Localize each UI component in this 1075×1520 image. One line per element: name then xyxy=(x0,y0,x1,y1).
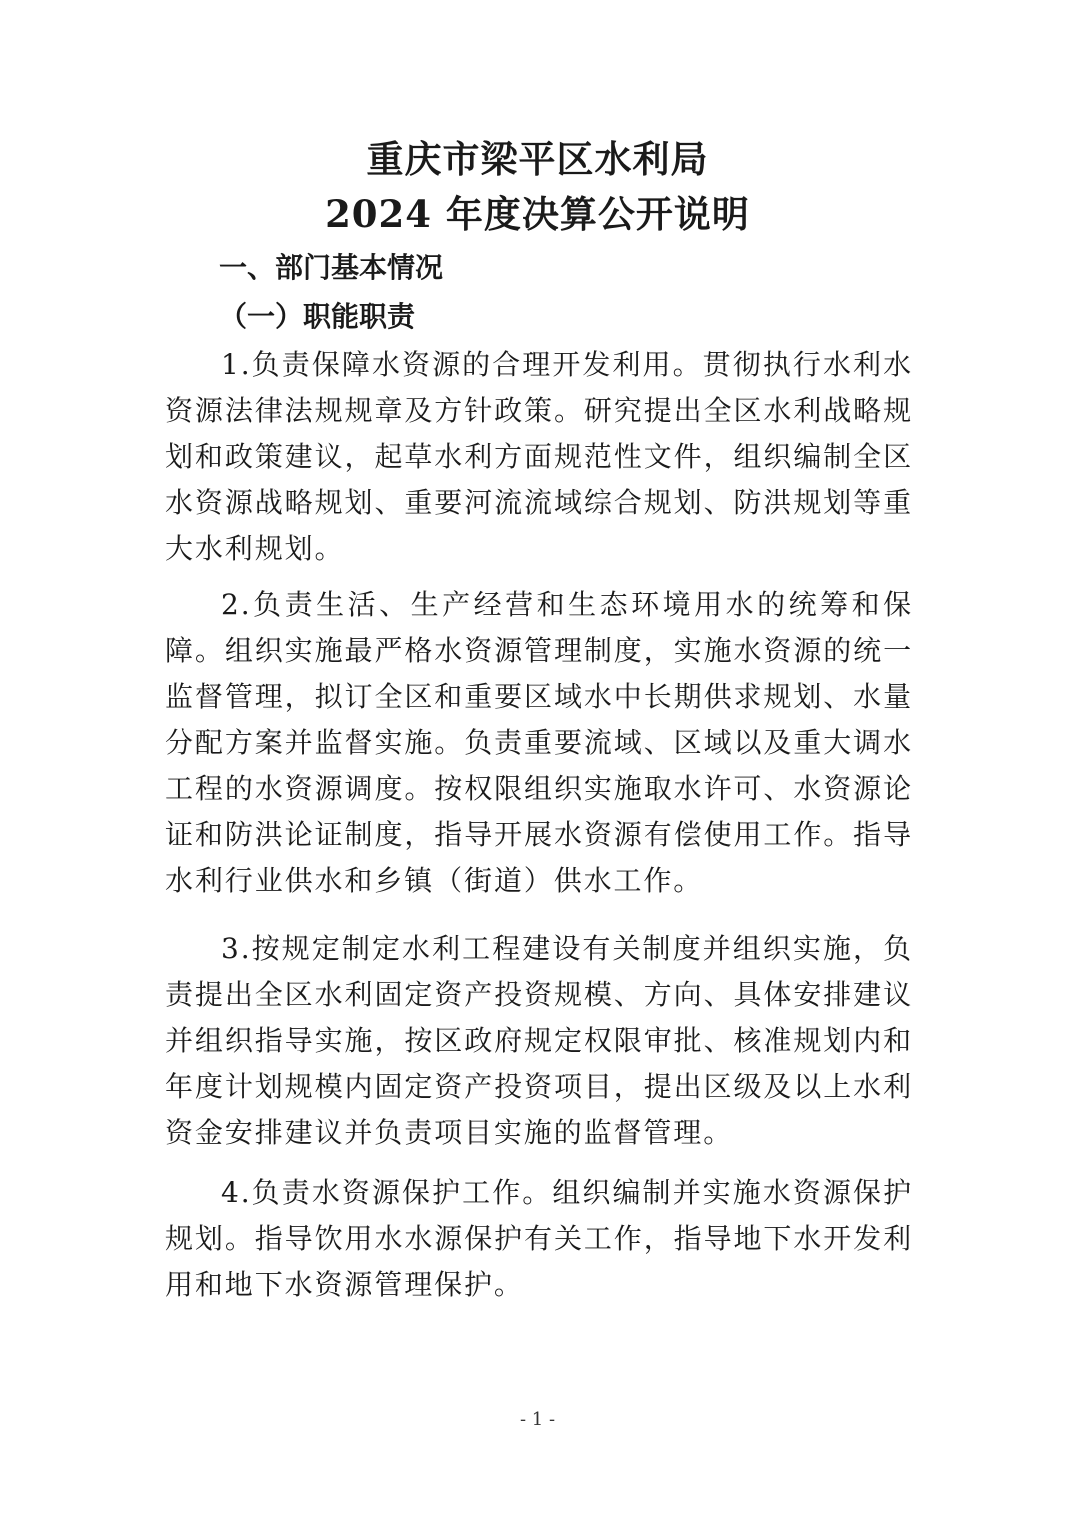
paragraph-duty-4: 4.负责水资源保护工作。组织编制并实施水资源保护规划。指导饮用水水源保护有关工作，指导地下水开发利用和地下水资源管理保护。 xyxy=(165,1176,913,1301)
document-title-line1: 重庆市梁平区水利局 xyxy=(366,137,709,181)
subsection-heading-duties: （一）职能职责 xyxy=(219,300,416,333)
paragraph-duty-3: 3.按规定制定水利工程建设有关制度并组织实施，负责提出全区水利固定资产投资规模、方向、具体安排建议并组织指导实施，按区政府规定权限审批、核准规划内和年度计划规模内固定资产投资项目，提出区级及以上水利资金安排建议并负责项目实施的监督管理。 xyxy=(165,932,913,1149)
paragraph-duty-2: 2.负责生活、生产经营和生态环境用水的统筹和保障。组织实施最严格水资源管理制度，实施水资源的统一监督管理，拟订全区和重要区域水中长期供求规划、水量分配方案并监督实施。负责重要流域、区域以及重大调水工程的水资源调度。按权限组织实施取水许可、水资源论证和防洪论证制度，指导开展水资源有偿使用工作。指导水利行业供水和乡镇（街道）供水工作。 xyxy=(165,588,913,897)
section-heading-basic-info: 一、部门基本情况 xyxy=(219,251,444,284)
paragraph-duty-1: 1.负责保障水资源的合理开发利用。贯彻执行水利水资源法律法规规章及方针政策。研究提出全区水利战略规划和政策建议，起草水利方面规范性文件，组织编制全区水资源战略规划、重要河流流域综合规划、防洪规划等重大水利规划。 xyxy=(165,348,913,565)
document-title-line2: 2024 年度决算公开说明 xyxy=(325,192,750,236)
page-number: - 1 - xyxy=(519,1409,556,1430)
